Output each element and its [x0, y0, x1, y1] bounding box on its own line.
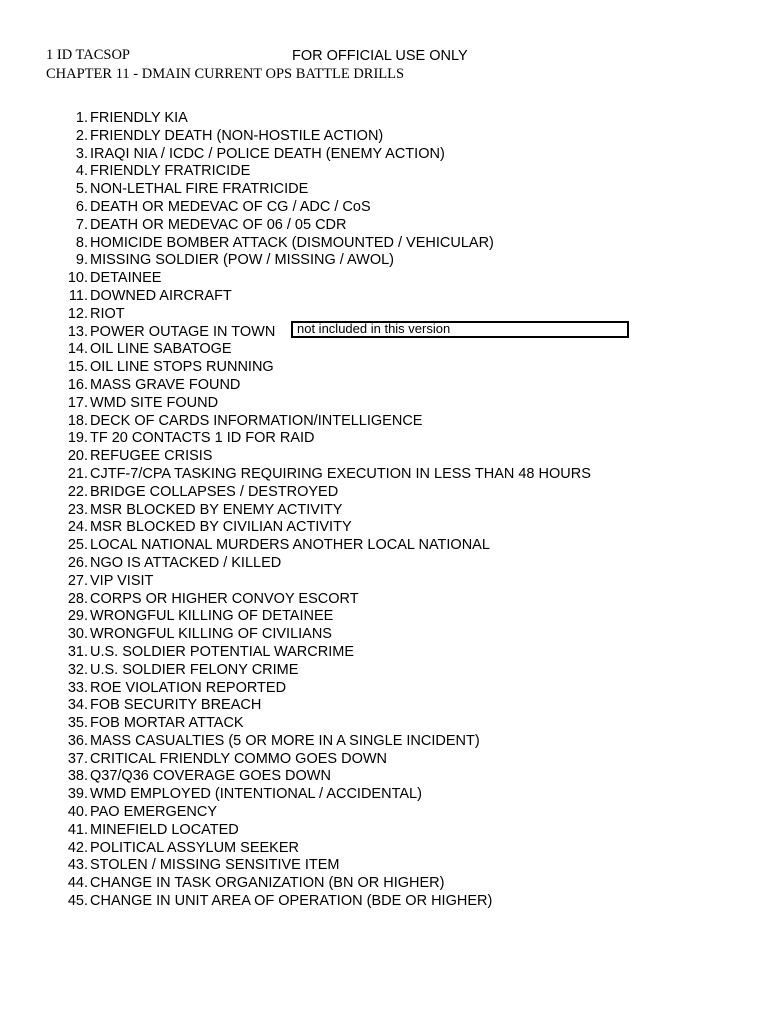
list-item-text: PAO EMERGENCY: [90, 804, 218, 821]
list-item-number: 12.: [67, 305, 88, 322]
list-item-text: MINEFIELD LOCATED: [90, 821, 239, 838]
list-item-number: 10.: [67, 270, 88, 287]
list-item-number: 45.: [67, 893, 88, 910]
list-item-text: MSR BLOCKED BY CIVILIAN ACTIVITY: [90, 519, 352, 536]
list-item-number: 16.: [67, 376, 88, 393]
list-item-text: MASS GRAVE FOUND: [90, 376, 241, 393]
list-item-number: 42.: [67, 839, 88, 856]
list-item-number: 35.: [67, 715, 88, 732]
list-item-number: 4.: [75, 163, 88, 180]
list-item-text: OIL LINE STOPS RUNNING: [90, 359, 274, 376]
list-item-number: 17.: [67, 394, 88, 411]
list-item-text: Q37/Q36 COVERAGE GOES DOWN: [90, 768, 331, 785]
list-item-text: WMD EMPLOYED (INTENTIONAL / ACCIDENTAL): [90, 786, 422, 803]
list-item-text: CJTF-7/CPA TASKING REQUIRING EXECUTION IN LESS THAN 48 HOURS: [90, 465, 591, 482]
list-item-number: 19.: [67, 430, 88, 447]
list-item-number: 7.: [75, 216, 88, 233]
list-item-number: 29.: [67, 608, 88, 625]
list-item-text: CRITICAL FRIENDLY COMMO GOES DOWN: [90, 750, 388, 767]
list-item-text: FRIENDLY KIA: [90, 110, 188, 126]
list-item-text: MASS CASUALTIES (5 OR MORE IN A SINGLE INCIDENT): [90, 732, 480, 749]
list-item-number: 11.: [68, 287, 88, 304]
list-item-number: 38.: [67, 768, 88, 785]
list-item-text: IRAQI NIA / ICDC / POLICE DEATH (ENEMY ACTION): [90, 145, 445, 162]
list-item-number: 20.: [67, 448, 88, 465]
list-item-number: 41.: [67, 821, 88, 838]
list-item-number: 14.: [67, 341, 88, 358]
list-item-number: 5.: [75, 181, 88, 198]
list-item-number: 13.: [67, 323, 88, 340]
list-item-text: DOWNED AIRCRAFT: [90, 287, 232, 304]
list-item-number: 26.: [67, 554, 88, 571]
list-item-text: DEATH OR MEDEVAC OF 06 / 05 CDR: [90, 216, 347, 233]
list-item-text: NGO IS ATTACKED / KILLED: [90, 554, 282, 571]
list-item-number: 24.: [67, 519, 88, 536]
list-item-text: HOMICIDE BOMBER ATTACK (DISMOUNTED / VEHICULAR): [90, 234, 494, 251]
list-item-number: 25.: [67, 537, 88, 554]
list-item-number: 3.: [75, 145, 88, 162]
list-item-text: DETAINEE: [90, 270, 162, 287]
list-item-text: LOCAL NATIONAL MURDERS ANOTHER LOCAL NATIONAL: [90, 537, 490, 554]
list-item-number: 30.: [67, 626, 88, 643]
list-item-number: 23.: [67, 501, 88, 518]
list-item-number: 6.: [75, 198, 88, 215]
list-item-text: CHANGE IN UNIT AREA OF OPERATION (BDE OR HIGHER): [90, 893, 493, 910]
list-item-text: TF 20 CONTACTS 1 ID FOR RAID: [90, 430, 315, 447]
list-item-number: 21.: [67, 465, 88, 482]
list-item-text: DECK OF CARDS INFORMATION/INTELLIGENCE: [90, 412, 423, 429]
document-id: 1 ID TACSOP: [46, 47, 130, 63]
list-item-number: 31.: [67, 643, 88, 660]
list-item-text: FOB SECURITY BREACH: [90, 697, 262, 714]
list-item-text: DEATH OR MEDEVAC OF CG / ADC / CoS: [90, 198, 371, 215]
list-item-text: WRONGFUL KILLING OF CIVILIANS: [90, 626, 332, 643]
list-item-text: CHANGE IN TASK ORGANIZATION (BN OR HIGHER): [90, 875, 445, 892]
list-item-number: 40.: [67, 804, 88, 821]
list-item-text: WMD SITE FOUND: [90, 394, 219, 411]
list-item-text: WRONGFUL KILLING OF DETAINEE: [90, 608, 334, 625]
list-item-text: OIL LINE SABATOGE: [90, 341, 232, 358]
list-item-text: FOB MORTAR ATTACK: [90, 715, 244, 732]
list-item-number: 43.: [67, 857, 88, 874]
list-item-number: 27.: [67, 572, 88, 589]
classification-marking: FOR OFFICIAL USE ONLY: [292, 48, 468, 64]
list-item-text: MISSING SOLDIER (POW / MISSING / AWOL): [90, 252, 394, 269]
list-item-number: 37.: [67, 750, 88, 767]
list-item-number: 15.: [67, 359, 88, 376]
list-item-number: 1.: [75, 110, 88, 126]
list-item-text: U.S. SOLDIER POTENTIAL WARCRIME: [90, 643, 354, 660]
list-item-number: 33.: [67, 679, 88, 696]
list-item-number: 36.: [67, 732, 88, 749]
list-item-text: POLITICAL ASSYLUM SEEKER: [90, 839, 299, 856]
list-item-text: REFUGEE CRISIS: [90, 448, 213, 465]
list-item-number: 34.: [67, 697, 88, 714]
list-item-number: 39.: [67, 786, 88, 803]
list-item-text: STOLEN / MISSING SENSITIVE ITEM: [90, 857, 340, 874]
list-item-text: U.S. SOLDIER FELONY CRIME: [90, 661, 299, 678]
list-item-number: 32.: [67, 661, 88, 678]
list-item-number: 9.: [75, 252, 88, 269]
list-item-number: 22.: [67, 483, 88, 500]
list-item-text: FRIENDLY DEATH (NON-HOSTILE ACTION): [90, 127, 384, 144]
list-item-text: NON-LETHAL FIRE FRATRICIDE: [90, 181, 309, 198]
list-item-number: 2.: [75, 127, 88, 144]
list-item-text: POWER OUTAGE IN TOWN: [90, 323, 276, 340]
list-item-text: BRIDGE COLLAPSES / DESTROYED: [90, 483, 339, 500]
list-item-text: RIOT: [90, 305, 125, 322]
list-item-text: CORPS OR HIGHER CONVOY ESCORT: [90, 590, 359, 607]
list-item-number: 44.: [67, 875, 88, 892]
list-item-number: 8.: [75, 234, 88, 251]
list-item-text: VIP VISIT: [90, 572, 154, 589]
list-item-text: ROE VIOLATION REPORTED: [90, 679, 287, 696]
list-item-text: MSR BLOCKED BY ENEMY ACTIVITY: [90, 501, 343, 518]
list-item-text: FRIENDLY FRATRICIDE: [90, 163, 251, 180]
list-item-number: 28.: [67, 590, 88, 607]
chapter-title: CHAPTER 11 - DMAIN CURRENT OPS BATTLE DRILLS: [46, 66, 405, 82]
list-item-number: 18.: [67, 412, 88, 429]
not-included-note: not included in this version: [291, 321, 629, 338]
